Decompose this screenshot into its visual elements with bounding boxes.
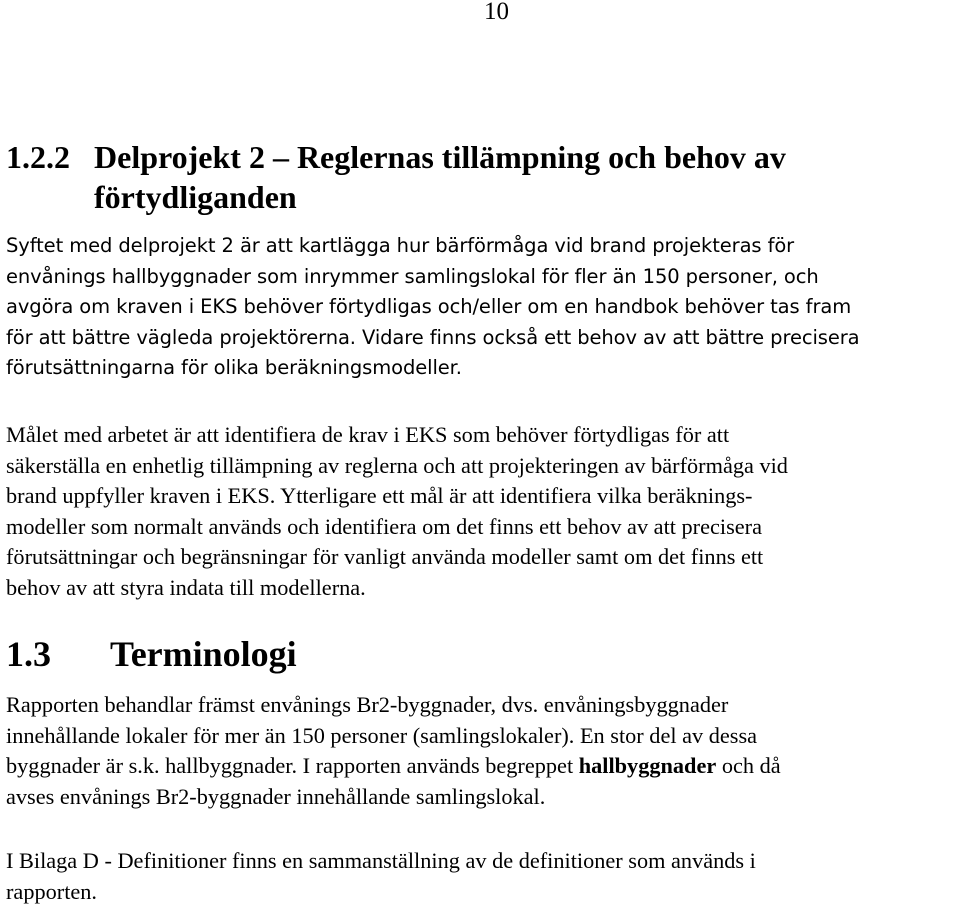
text-line: innehållande lokaler för mer än 150 personer (samlingslokaler). En stor del av dessa bbox=[6, 722, 758, 748]
text-line: brand uppfyller kraven i EKS. Ytterligare ett mål är att identifiera vilka beräknings- bbox=[6, 483, 753, 509]
text-line: envånings hallbyggnader som inrymmer samlingslokal för fler än 150 personer, och bbox=[6, 264, 819, 288]
section-number: 1.2.2 bbox=[6, 139, 70, 175]
text-line: Målet med arbetet är att identifiera de krav i EKS som behöver förtydligas för att bbox=[6, 422, 730, 447]
page-number: 10 bbox=[484, 0, 509, 25]
section-number: 1.3 bbox=[6, 634, 51, 674]
text-line: behov av att styra indata till modellerna. bbox=[6, 574, 366, 600]
text-line bbox=[6, 751, 958, 782]
text-line: Syftet med delprojekt 2 är att kartlägga hur bärförmåga vid brand projekteras för bbox=[6, 234, 795, 257]
text-line: avses envånings Br2-byggnader innehållande samlingslokal. bbox=[6, 783, 546, 809]
text-segment: byggnader är s.k. hallbyggnader. I rapporten används begreppet bbox=[6, 753, 579, 779]
section-heading-1-2-2 bbox=[6, 137, 914, 217]
paragraph-appendix-reference bbox=[6, 846, 958, 907]
term-hallbyggnader: hallbyggnader bbox=[578, 753, 717, 779]
text-line: modeller som normalt används och identifiera om det finns ett behov av att precisera bbox=[6, 513, 762, 539]
text-line: säkerställa en enhetlig tillämpning av reglerna och att projekteringen av bärförmåga vid bbox=[6, 452, 788, 478]
text-line: förutsättningarna för olika beräkningsmodeller. bbox=[6, 356, 462, 380]
text-line: I Bilaga D - Definitioner finns en sammanställning av de definitioner som används i bbox=[6, 848, 756, 873]
paragraph-terminology bbox=[6, 690, 958, 812]
paragraph-goal bbox=[6, 420, 958, 604]
text-line: rapporten. bbox=[6, 878, 98, 904]
section-title-line: förtydliganden bbox=[94, 179, 297, 215]
section-title-line: Delprojekt 2 – Reglernas tillämpning och behov av bbox=[94, 139, 786, 175]
text-line: förutsättningar och begränsningar för vanligt använda modeller samt om det finns ett bbox=[6, 544, 764, 570]
paragraph-purpose bbox=[6, 231, 958, 384]
section-title: Terminologi bbox=[110, 634, 297, 674]
section-title bbox=[94, 137, 914, 217]
text-line: Rapporten behandlar främst envånings Br2-byggnader, dvs. envåningsbyggnader bbox=[6, 692, 729, 717]
text-line: avgöra om kraven i EKS behöver förtydligas och/eller om en handbok behöver tas fram bbox=[6, 295, 852, 319]
text-segment: och då bbox=[716, 753, 781, 779]
section-heading-1-3 bbox=[6, 632, 297, 676]
text-line: för att bättre vägleda projektörerna. Vidare finns också ett behov av att bättre precisera bbox=[6, 325, 860, 349]
